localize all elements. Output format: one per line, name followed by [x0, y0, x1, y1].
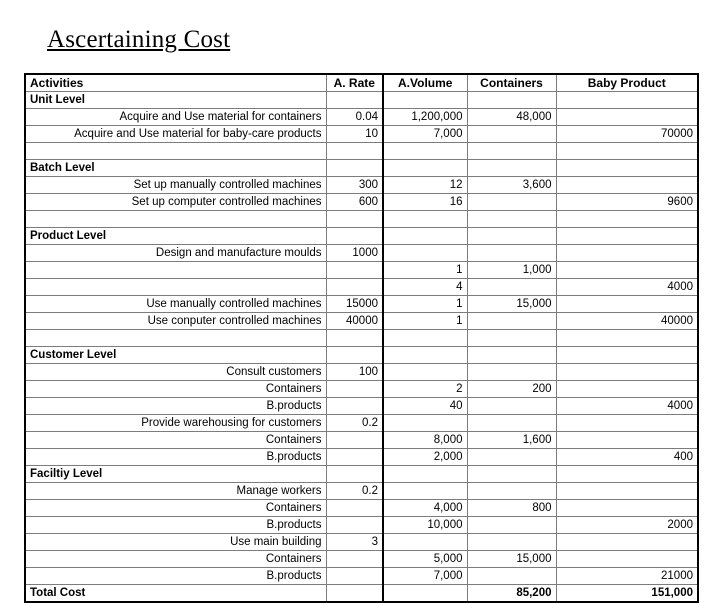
table-cell: [556, 228, 698, 245]
table-row: [25, 381, 698, 398]
table-cell: [556, 143, 698, 160]
table-cell: [25, 279, 326, 296]
table-cell: [556, 500, 698, 517]
table-row: [25, 449, 698, 466]
table-cell: [383, 415, 467, 432]
table-row: [25, 194, 698, 211]
table-cell: 600: [326, 194, 383, 211]
table-cell: [25, 330, 326, 347]
table-cell: [556, 347, 698, 364]
table-cell: 15,000: [467, 296, 556, 313]
table-cell: [383, 143, 467, 160]
table-cell: 151,000: [556, 585, 698, 603]
table-cell: 2000: [556, 517, 698, 534]
table-cell: 70000: [556, 126, 698, 143]
table-cell: [556, 330, 698, 347]
table-cell: [556, 262, 698, 279]
table-cell: [383, 483, 467, 500]
table-cell: Containers: [25, 381, 326, 398]
table-cell: [467, 568, 556, 585]
table-cell: [556, 296, 698, 313]
table-cell: [383, 466, 467, 483]
table-cell: 400: [556, 449, 698, 466]
table-cell: [326, 500, 383, 517]
table-cell: [383, 534, 467, 551]
table-cell: [467, 211, 556, 228]
table-section-row: [25, 228, 698, 245]
table-cell: [383, 347, 467, 364]
table-cell: 4: [383, 279, 467, 296]
table-cell: Design and manufacture moulds: [25, 245, 326, 262]
table-cell: [467, 126, 556, 143]
table-row: [25, 177, 698, 194]
table-cell: [556, 109, 698, 126]
table-cell: Use manually controlled machines: [25, 296, 326, 313]
table-cell: Containers: [25, 551, 326, 568]
table-cell: 40000: [556, 313, 698, 330]
table-cell: 10: [326, 126, 383, 143]
table-cell: [467, 483, 556, 500]
table-cell: 10,000: [383, 517, 467, 534]
table-cell: [556, 534, 698, 551]
table-cell: [326, 466, 383, 483]
table-cell: 40000: [326, 313, 383, 330]
table-cell: 300: [326, 177, 383, 194]
table-cell: [556, 177, 698, 194]
table-section-row: [25, 466, 698, 483]
table-spacer-row: [25, 143, 698, 160]
table-cell: Consult customers: [25, 364, 326, 381]
table-header-cell: A. Rate: [326, 74, 383, 92]
table-cell: [326, 143, 383, 160]
table-cell: Set up manually controlled machines: [25, 177, 326, 194]
table-cell: [326, 517, 383, 534]
table-cell: [467, 245, 556, 262]
table-cell: Containers: [25, 500, 326, 517]
table-cell: [467, 364, 556, 381]
table-cell: 12: [383, 177, 467, 194]
table-cell: Faciltiy Level: [25, 466, 326, 483]
table-cell: Acquire and Use material for baby-care products: [25, 126, 326, 143]
table-cell: [556, 364, 698, 381]
table-cell: [556, 245, 698, 262]
table-cell: [326, 160, 383, 177]
table-cell: 1,000: [467, 262, 556, 279]
table-cell: 40: [383, 398, 467, 415]
table-cell: [467, 517, 556, 534]
table-cell: Provide warehousing for customers: [25, 415, 326, 432]
table-cell: Batch Level: [25, 160, 326, 177]
table-row: [25, 517, 698, 534]
table-cell: 0.2: [326, 415, 383, 432]
table-cell: [467, 160, 556, 177]
table-cell: Use main building: [25, 534, 326, 551]
table-cell: [326, 211, 383, 228]
table-cell: 4,000: [383, 500, 467, 517]
table-cell: [467, 194, 556, 211]
table-cell: 15,000: [467, 551, 556, 568]
table-cell: [326, 92, 383, 109]
table-cell: [383, 330, 467, 347]
table-header-row: [25, 74, 698, 92]
table-cell: 2,000: [383, 449, 467, 466]
table-cell: [556, 483, 698, 500]
table-cell: 1,600: [467, 432, 556, 449]
table-cell: [25, 211, 326, 228]
table-cell: 4000: [556, 398, 698, 415]
cost-table-container: [24, 73, 697, 603]
table-header-cell: Containers: [467, 74, 556, 92]
table-cell: 7,000: [383, 568, 467, 585]
table-cell: 7,000: [383, 126, 467, 143]
table-spacer-row: [25, 211, 698, 228]
table-cell: [467, 330, 556, 347]
table-cell: [467, 415, 556, 432]
table-cell: 5,000: [383, 551, 467, 568]
table-row: [25, 415, 698, 432]
table-header-cell: Baby Product: [556, 74, 698, 92]
table-cell: [25, 143, 326, 160]
table-cell: B.products: [25, 517, 326, 534]
table-cell: [326, 449, 383, 466]
table-cell: Acquire and Use material for containers: [25, 109, 326, 126]
table-row: [25, 398, 698, 415]
table-cell: 800: [467, 500, 556, 517]
table-cell: [326, 381, 383, 398]
table-cell: Product Level: [25, 228, 326, 245]
table-row: [25, 551, 698, 568]
table-cell: [383, 160, 467, 177]
table-cell: [467, 92, 556, 109]
table-cell: [556, 466, 698, 483]
table-cell: [326, 551, 383, 568]
table-cell: 48,000: [467, 109, 556, 126]
table-cell: B.products: [25, 449, 326, 466]
table-cell: [467, 228, 556, 245]
table-cell: 4000: [556, 279, 698, 296]
table-cell: Set up computer controlled machines: [25, 194, 326, 211]
table-cell: [556, 551, 698, 568]
table-cell: 9600: [556, 194, 698, 211]
table-cell: [556, 432, 698, 449]
table-row: [25, 126, 698, 143]
table-cell: 0.2: [326, 483, 383, 500]
table-cell: [556, 92, 698, 109]
table-cell: Customer Level: [25, 347, 326, 364]
table-cell: 1,200,000: [383, 109, 467, 126]
table-spacer-row: [25, 330, 698, 347]
table-cell: 85,200: [467, 585, 556, 603]
page-title: Ascertaining Cost: [47, 26, 231, 53]
table-row: [25, 500, 698, 517]
table-cell: [326, 432, 383, 449]
table-cell: [326, 347, 383, 364]
table-header-cell: Activities: [25, 74, 326, 92]
table-cell: 2: [383, 381, 467, 398]
table-cell: [383, 245, 467, 262]
table-header-cell: A.Volume: [383, 74, 467, 92]
table-cell: [383, 92, 467, 109]
table-cell: [556, 211, 698, 228]
table-cell: [25, 262, 326, 279]
table-row: [25, 534, 698, 551]
table-cell: 3: [326, 534, 383, 551]
table-cell: Total Cost: [25, 585, 326, 603]
table-cell: [467, 466, 556, 483]
table-section-row: [25, 160, 698, 177]
table-cell: 0.04: [326, 109, 383, 126]
table-row: [25, 568, 698, 585]
table-cell: B.products: [25, 568, 326, 585]
table-cell: 100: [326, 364, 383, 381]
table-cell: [556, 381, 698, 398]
table-cell: 1: [383, 313, 467, 330]
table-cell: [326, 330, 383, 347]
table-cell: [326, 228, 383, 245]
table-cell: [326, 568, 383, 585]
table-cell: [556, 160, 698, 177]
table-cell: [467, 449, 556, 466]
table-row: [25, 262, 698, 279]
table-cell: [326, 398, 383, 415]
table-cell: [467, 347, 556, 364]
table-row: [25, 364, 698, 381]
table-cell: [467, 534, 556, 551]
table-cell: [383, 364, 467, 381]
table-cell: [383, 585, 467, 603]
table-cell: [383, 211, 467, 228]
table-row: [25, 313, 698, 330]
table-total-row: [25, 585, 698, 603]
table-cell: [467, 313, 556, 330]
table-section-row: [25, 347, 698, 364]
table-cell: 1: [383, 262, 467, 279]
table-cell: 1000: [326, 245, 383, 262]
table-cell: 200: [467, 381, 556, 398]
table-cell: 16: [383, 194, 467, 211]
table-cell: Unit Level: [25, 92, 326, 109]
table-cell: [326, 279, 383, 296]
table-row: [25, 279, 698, 296]
table-cell: B.products: [25, 398, 326, 415]
table-section-row: [25, 92, 698, 109]
table-cell: [556, 415, 698, 432]
table-cell: 1: [383, 296, 467, 313]
cost-table: [24, 73, 699, 603]
table-cell: Manage workers: [25, 483, 326, 500]
table-cell: [383, 228, 467, 245]
table-cell: [326, 585, 383, 603]
table-cell: 21000: [556, 568, 698, 585]
table-row: [25, 245, 698, 262]
table-row: [25, 296, 698, 313]
table-cell: 3,600: [467, 177, 556, 194]
table-cell: [467, 143, 556, 160]
table-row: [25, 432, 698, 449]
table-row: [25, 109, 698, 126]
table-cell: [467, 279, 556, 296]
table-cell: Use conputer controlled machines: [25, 313, 326, 330]
table-cell: [467, 398, 556, 415]
table-cell: 15000: [326, 296, 383, 313]
table-cell: [326, 262, 383, 279]
table-cell: 8,000: [383, 432, 467, 449]
table-cell: Containers: [25, 432, 326, 449]
table-row: [25, 483, 698, 500]
